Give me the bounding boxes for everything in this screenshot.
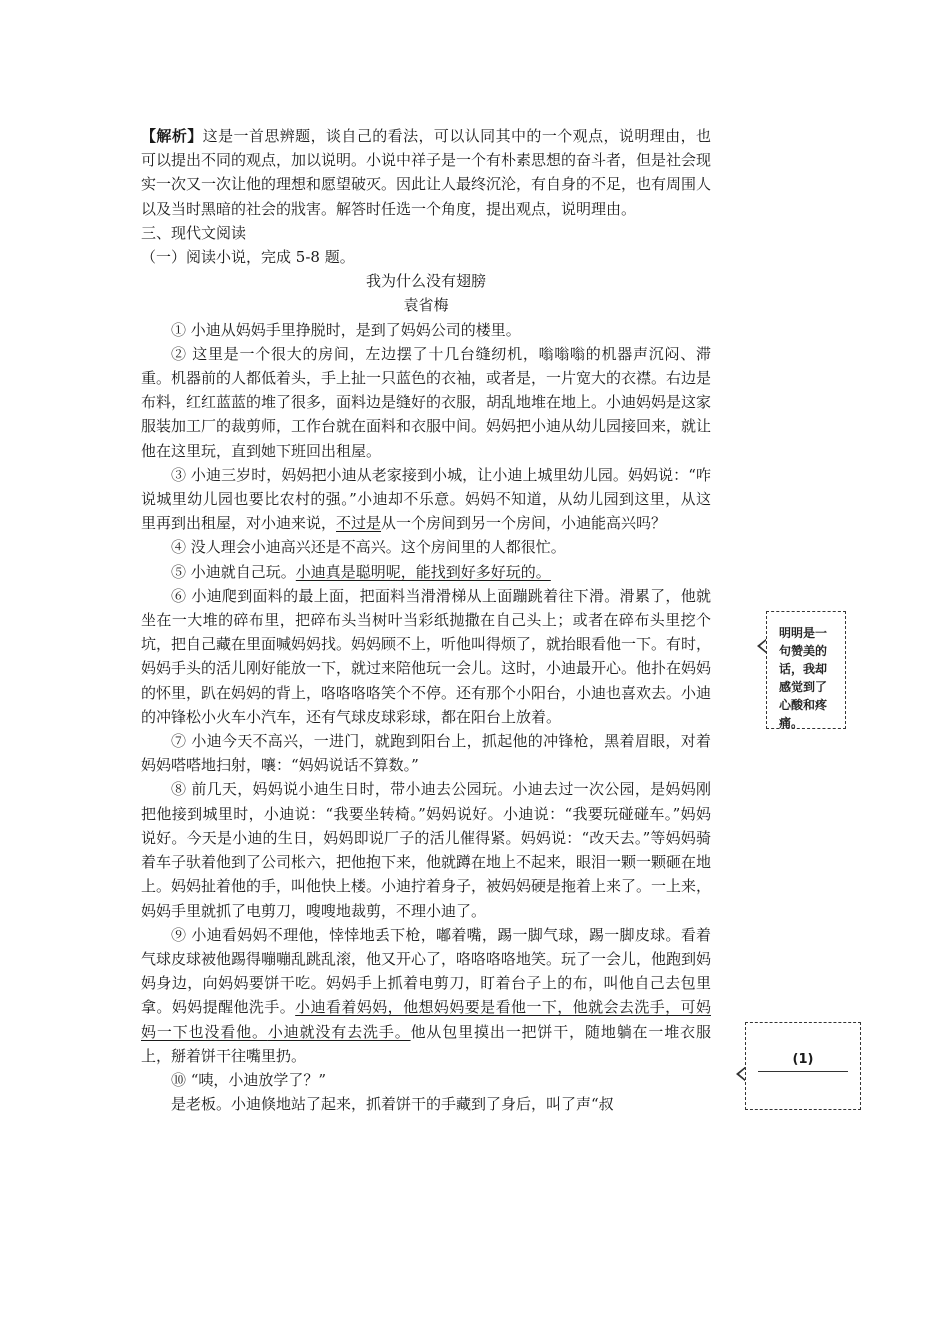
paragraph-3-text-b: 从一个房间到另一个房间，小迪能高兴吗？	[381, 514, 667, 533]
sub-title: （一）阅读小说，完成 5-8 题。	[141, 248, 355, 267]
paragraph-3	[141, 463, 711, 536]
paragraph-6: ⑥ 小迪爬到面料的最上面，把面料当滑滑梯从上面蹦跳着往下滑。滑累了，他就坐在一大堆的碎布里，把碎布头当树叶当彩纸抛撒在自己头上；或者在碎布头里挖个坑，把自己藏在里面喊妈妈找。妈妈顾不上，听他叫得烦了，就抬眼看他一下。有时，妈妈手头的活儿刚好能放一下，就过来陪他玩一会儿。这时，小迪最开心。他扑在妈妈的怀里，趴在妈妈的背上，咯咯咯咯笑个不停。还有那个小阳台，小迪也喜欢去。小迪的冲锋松小火车小汽车，还有气球皮球彩球，都在阳台上放着。	[141, 586, 712, 726]
paragraph-3-underlined: 不过是	[336, 514, 382, 533]
paragraph-11: 是老板。小迪倏地站了起来，抓着饼干的手藏到了身后，叫了声“叔	[171, 1095, 614, 1114]
paragraph-7: ⑦ 小迪今天不高兴，一进门，就跑到阳台上，抓起他的冲锋枪，黑着眉眼，对着妈妈嗒嗒地扫射，嚷：“妈妈说话不算数。”	[141, 732, 711, 775]
story-author: 袁省梅	[403, 296, 449, 315]
answer-blank: (1)	[758, 1051, 848, 1072]
paragraph-5-text: ⑤ 小迪就自己玩。	[171, 562, 296, 581]
paragraph-10: ⑩ “咦，小迪放学了？”	[171, 1070, 327, 1089]
paragraph-9-underlined-1: 小迪看着妈妈，他想妈妈要是看他一下，他就会去洗手，可妈妈一下也没看他。	[141, 998, 711, 1041]
paragraph-3-text-a: ③ 小迪三岁时，妈妈把小迪从老家接到小城，让小迪上城里幼儿园。妈妈说：“咋说城里幼儿园也要比农村的强。”小迪却不乐意。妈妈不知道，从幼儿园到这里，从这里再到出租屋，对小迪来说，	[141, 465, 711, 533]
analysis-text: 这是一首思辨题，谈自己的看法，可以认同其中的一个观点，说明理由，也可以提出不同的观点，加以说明。小说中祥子是一个有朴素思想的奋斗者，但是社会现实一次又一次让他的理想和愿望破灭。因此让人最终沉沦，有自身的不足，也有周围人以及当时黑暗的社会的戕害。解答时任选一个角度，提出观点，说明理由。	[141, 127, 712, 218]
paragraph-9-text-b: 他从包里摸出一把饼干，随地躺在一堆衣服上，掰着饼干往嘴里扔。	[141, 1022, 711, 1065]
paragraph-1: ① 小迪从妈妈手里挣脱时，是到了妈妈公司的楼里。	[171, 320, 521, 339]
margin-note-callout	[766, 611, 846, 729]
story-title: 我为什么没有翅膀	[365, 272, 486, 291]
answer-blank-callout	[745, 1022, 861, 1110]
paragraph-2: ② 这里是一个很大的房间，左边摆了十几台缝纫机，嗡嗡嗡的机器声沉闷、滞重。机器前的人都低着头，手上扯一只蓝色的衣袖，或者是，一片宽大的衣襟。右边是布料，红红蓝蓝的堆了很多，面料边是缝好的衣服，胡乱地堆在地上。小迪妈妈是这家服装加工厂的裁剪师，工作台就在面料和衣服中间。妈妈把小迪从幼儿园接回来，就让他在这里玩，直到她下班回出租屋。	[141, 344, 712, 460]
paragraph-5-underlined: 小迪真是聪明呢，能找到好多好玩的。	[295, 562, 551, 581]
paragraph-9	[141, 923, 711, 1068]
section-title: 三、现代文阅读	[141, 223, 247, 242]
analysis-label: 【解析】	[141, 127, 203, 145]
analysis-paragraph	[141, 124, 711, 221]
paragraph-4: ④ 没人理会小迪高兴还是不高兴。这个房间里的人都很忙。	[171, 538, 566, 557]
document-body	[141, 124, 711, 1116]
paragraph-8: ⑧ 前几天，妈妈说小迪生日时，带小迪去公园玩。小迪去过一次公园，是妈妈刚把他接到城里时，小迪说：“我要坐转椅。”妈妈说好。小迪说：“我要玩碰碰车。”妈妈说好。今天是小迪的生日，妈妈即说厂子的活儿催得紧。妈妈说：“改天去。”等妈妈骑着车子驮着他到了公司枨六，把他抱下来，他就蹲在地上不起来，眼泪一颗一颗砸在地上。妈妈扯着他的手，叫他快上楼。小迪拧着身子，被妈妈硬是拖着上来了。一上来，妈妈手里就抓了电剪刀，嗖嗖地裁剪，不理小迪了。	[141, 780, 712, 920]
paragraph-9-underlined-2: 小迪就没有去洗手。	[267, 1022, 411, 1041]
margin-note-text: 明明是一句赞美的话，我却感觉到了心酸和疼痛。	[779, 626, 828, 730]
paragraph-5	[141, 560, 711, 584]
paragraph-9-text-a: ⑨ 小迪看妈妈不理他，悻悻地丢下枪，嘟着嘴，踢一脚气球，踢一脚皮球。看着气球皮球被他踢得嘣嘣乱跳乱滚，他又开心了，咯咯咯咯地笑。玩了一会儿，他跑到妈妈身边，向妈妈要饼干吃。妈妈手上抓着电剪刀，盯着台子上的布，叫他自己去包里拿。妈妈提醒他洗手。	[141, 925, 712, 1017]
